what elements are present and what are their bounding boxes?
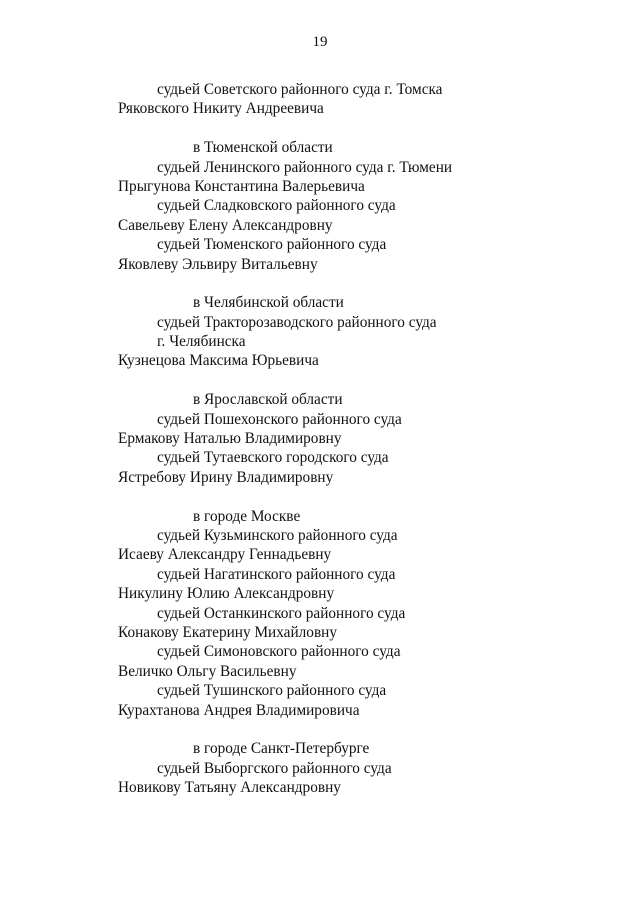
judge-name: Кузнецова Максима Юрьевича bbox=[118, 352, 319, 370]
judge-position: судьей Ленинского районного суда г. Тюмени bbox=[157, 158, 453, 176]
judge-position: судьей Симоновского районного суда bbox=[157, 643, 401, 661]
block-spacer bbox=[0, 720, 640, 739]
judge-name: Конакову Екатерину Михайловну bbox=[118, 623, 337, 641]
block-spacer bbox=[0, 274, 640, 293]
appointment-block bbox=[0, 390, 640, 487]
judge-position: судьей Тушинского районного суда bbox=[157, 682, 387, 700]
judge-name: Прыгунова Константина Валерьевича bbox=[118, 177, 365, 195]
judge-position: судьей Пошехонского районного суда bbox=[157, 410, 402, 428]
judge-name: Исаеву Александру Геннадьевну bbox=[118, 546, 332, 564]
judge-position: судьей Тракторозаводского районного суда bbox=[157, 313, 437, 331]
judge-name: Савельеву Елену Александровну bbox=[118, 216, 333, 234]
document-body bbox=[0, 80, 640, 797]
judge-position: г. Челябинска bbox=[157, 333, 246, 351]
judge-position: судьей Кузьминского районного суда bbox=[157, 526, 398, 544]
judge-position: судьей Останкинского районного суда bbox=[157, 604, 406, 622]
judge-position: судьей Тутаевского городского суда bbox=[157, 449, 389, 467]
judge-name: Курахтанова Андрея Владимировича bbox=[118, 701, 360, 719]
judge-name: Величко Ольгу Васильевну bbox=[118, 662, 297, 680]
region-heading: в Ярославской области bbox=[193, 391, 343, 409]
region-heading: в городе Москве bbox=[193, 507, 301, 525]
region-heading: в Челябинской области bbox=[193, 294, 344, 312]
judge-position: судьей Выборгского районного суда bbox=[157, 759, 392, 777]
judge-name: Новикову Татьяну Александровну bbox=[118, 779, 341, 797]
judge-position: судьей Нагатинского районного суда bbox=[157, 565, 396, 583]
appointment-block bbox=[0, 507, 640, 720]
appointment-block bbox=[0, 80, 640, 119]
judge-position: судьей Сладковского районного суда bbox=[157, 197, 396, 215]
block-spacer bbox=[0, 119, 640, 138]
judge-position: судьей Тюменского районного суда bbox=[157, 236, 387, 254]
region-heading: в Тюменской области bbox=[193, 139, 333, 157]
appointment-block bbox=[0, 138, 640, 274]
appointment-block bbox=[0, 293, 640, 371]
judge-position: судьей Советского районного суда г. Томска bbox=[157, 81, 443, 98]
judge-name: Ряковского Никиту Андреевича bbox=[118, 100, 324, 118]
judge-name: Никулину Юлию Александровну bbox=[118, 585, 335, 603]
judge-name: Яковлеву Эльвиру Витальевну bbox=[118, 255, 318, 273]
block-spacer bbox=[0, 371, 640, 390]
appointment-block bbox=[0, 739, 640, 797]
block-spacer bbox=[0, 487, 640, 506]
judge-name: Ермакову Наталью Владимировну bbox=[118, 430, 342, 448]
judge-name: Ястребову Ирину Владимировну bbox=[118, 468, 334, 486]
region-heading: в городе Санкт-Петербурге bbox=[193, 740, 370, 758]
page-number: 19 bbox=[312, 34, 328, 50]
